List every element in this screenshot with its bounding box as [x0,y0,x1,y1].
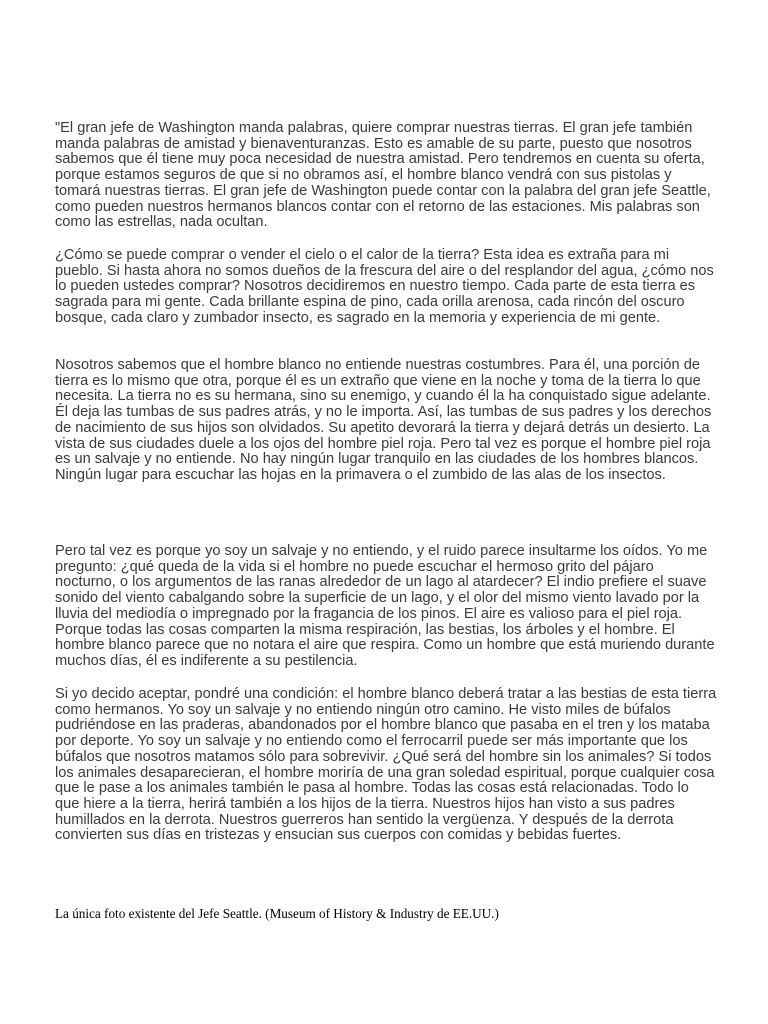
paragraph-1: "El gran jefe de Washington manda palabras, quiere comprar nuestras tierras. El gran jefe también manda palabras de amistad y bienaventuranzas. Esto es amable de su parte, puesto que nosotros sabemos que él tiene muy poca necesidad de nuestra amistad. Pero tendremos en cuenta su oferta, porque estamos seguros de que si no obramos así, el hombre blanco vendrá con sus pistolas y tomará nuestras tierras. El gran jefe de Washington puede contar con la palabra del gran jefe Seattle, como pueden nuestros hermanos blancos contar con el retorno de las estaciones. Mis palabras son como las estrellas, nada ocultan. [55,120,711,231]
paragraph-2: ¿Cómo se puede comprar o vender el cielo o el calor de la tierra? Esta idea es extraña para mi pueblo. Si hasta ahora no somos dueños de la frescura del aire o del resplandor del agua, ¿cómo nos lo pueden ustedes comprar? Nosotros decidiremos en nuestro tiempo. Cada parte de esta tierra es sagrada para mi gente. Cada brillante espina de pino, cada orilla arenosa, cada rincón del oscuro bosque, cada claro y zumbador insecto, es sagrado en la memoria y experiencia de mi gente. [55,247,714,326]
paragraph-5: Si yo decido aceptar, pondré una condición: el hombre blanco deberá tratar a las bestias de esta tierra como hermanos. Yo soy un salvaje y no entiendo ningún otro camino. He visto miles de búfalos pudriéndose en las praderas, abandonados por el hombre blanco que pasaba en el tren y los mataba por deporte. Yo soy un salvaje y no entiendo como el ferrocarril puede ser más importante que los búfalos que nosotros matamos sólo para sobrevivir. ¿Qué será del hombre sin los animales? Si todos los animales desaparecieran, el hombre moriría de una gran soledad espiritual, porque cualquier cosa que le pase a los animales también le pasa al hombre. Todas las cosas está relacionadas. Todo lo que hiere a la tierra, herirá también a los hijos de la tierra. Nuestros hijos han visto a sus padres humillados en la derrota. Nuestros guerreros han sentido la vergüenza. Y después de la derrota convierten sus días en tristezas y ensucian sus cuerpos con comidas y bebidas fuertes. [55,686,717,844]
paragraph-3: Nosotros sabemos que el hombre blanco no entiende nuestras costumbres. Para él, una porción de tierra es lo mismo que otra, porque él es un extraño que viene en la noche y toma de la tierra lo que necesita. La tierra no es su hermana, sino su enemigo, y cuando él la ha conquistado sigue adelante. Él deja las tumbas de sus padres atrás, y no le importa. Así, las tumbas de sus padres y los derechos de nacimiento de sus hijos son olvidados. Su apetito devorará la tierra y dejará detrás un desierto. La vista de sus ciudades duele a los ojos del hombre piel roja. Pero tal vez es porque el hombre piel roja es un salvaje y no entiende. No hay ningún lugar tranquilo en las ciudades de los hombres blancos. Ningún lugar para escuchar las hojas en la primavera o el zumbido de las alas de los insectos. [55,357,712,483]
photo-caption: La única foto existente del Jefe Seattle. (Museum of History & Industry de EE.UU.) [55,906,499,921]
paragraph-4: Pero tal vez es porque yo soy un salvaje y no entiendo, y el ruido parece insultarme los oídos. Yo me pregunto: ¿qué queda de la vida si el hombre no puede escuchar el hermoso grito del pájaro nocturno, o los argumentos de las ranas alrededor de un lago al atardecer? El indio prefiere el suave sonido del viento cabalgando sobre la superficie de un lago, y el olor del mismo viento lavado por la lluvia del mediodía o impregnado por la fragancia de los pinos. El aire es valioso para el piel roja. Porque todas las cosas comparten la misma respiración, las bestias, los árboles y el hombre. El hombre blanco parece que no notara el aire que respira. Como un hombre que está muriendo durante muchos días, él es indiferente a su pestilencia. [55,543,715,669]
